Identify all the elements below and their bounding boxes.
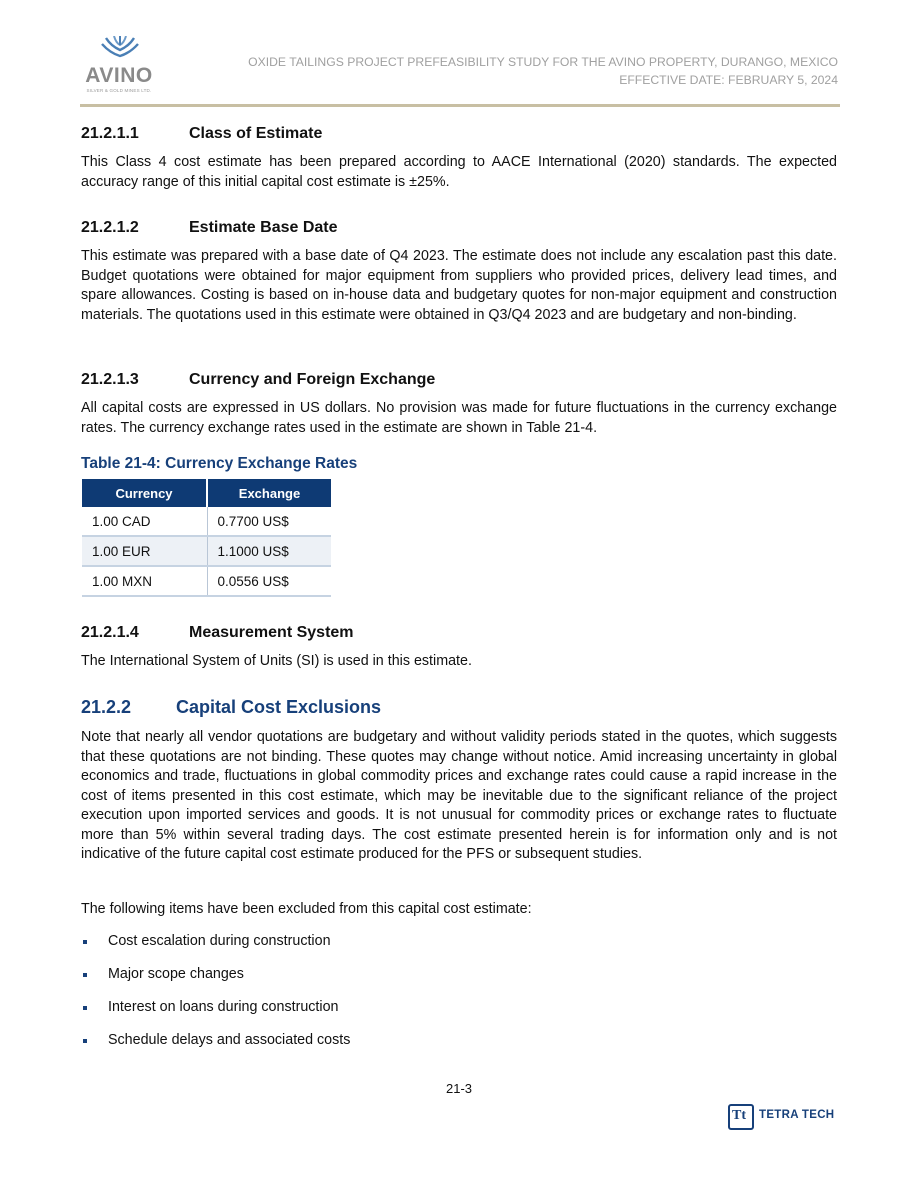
section-heading-capital-cost-exclusions — [81, 697, 381, 718]
bullet-icon — [83, 1006, 87, 1010]
section-title: Capital Cost Exclusions — [176, 697, 382, 717]
header-effective-date: EFFECTIVE DATE: FEBRUARY 5, 2024 — [619, 73, 838, 87]
column-header-exchange: Exchange — [207, 479, 331, 507]
tetra-tech-mark-icon — [728, 1104, 754, 1130]
section-title: Class of Estimate — [189, 125, 323, 142]
table-row — [82, 566, 331, 596]
section-title: Currency and Foreign Exchange — [189, 371, 436, 388]
paragraph-measurement-system: The International System of Units (SI) is used in this estimate. — [81, 653, 472, 669]
cell-currency: 1.00 MXN — [82, 566, 207, 596]
table-row — [82, 507, 331, 536]
bullet-icon — [83, 1039, 87, 1043]
avino-emblem-icon — [100, 36, 140, 66]
list-item-text: Schedule delays and associated costs — [108, 1032, 351, 1048]
list-item-text: Major scope changes — [108, 966, 244, 982]
logo-wordmark: TETRA TECH — [759, 1109, 835, 1121]
paragraph-estimate-base-date: This estimate was prepared with a base date of Q4 2023. The estimate does not include any escalation past this date. Budget quotations were obtained for major equipment from suppliers who provided prices, delivery lead times, and spare allowances. Costing is based on in-house data and budgetary quotes for non-major equipment and construction materials. The quotations used in this estimate were obtained in Q3/Q4 2023 and are budgetary and non-binding. — [81, 248, 837, 323]
bullet-icon — [83, 973, 87, 977]
currency-exchange-table — [82, 479, 331, 597]
paragraph-currency: All capital costs are expressed in US dollars. No provision was made for future fluctuations in the currency exchange rates. The currency exchange rates used in the estimate are shown in Table 21-4. — [81, 400, 837, 436]
header-rule — [80, 104, 840, 107]
header-title: OXIDE TAILINGS PROJECT PREFEASIBILITY STUDY FOR THE AVINO PROPERTY, DURANGO, MEXICO — [248, 55, 838, 69]
section-heading-estimate-base-date — [81, 219, 338, 237]
list-item-text: Cost escalation during construction — [108, 933, 331, 949]
cell-exchange: 1.1000 US$ — [207, 536, 331, 566]
column-header-currency: Currency — [82, 479, 207, 507]
logo-mark-text: Tt — [732, 1108, 746, 1123]
bullet-icon — [83, 940, 87, 944]
section-number: 21.2.1.3 — [81, 371, 139, 388]
cell-exchange: 0.7700 US$ — [207, 507, 331, 536]
page-number: 21-3 — [445, 1081, 473, 1096]
section-number: 21.2.2 — [81, 697, 132, 717]
cell-currency: 1.00 EUR — [82, 536, 207, 566]
table-row — [82, 536, 331, 566]
section-title: Estimate Base Date — [189, 219, 338, 236]
paragraph-capital-cost-exclusions: Note that nearly all vendor quotations are budgetary and without validity periods stated in the quotes, which suggests that these quotations are not binding. These quotes may change without notice. Amid increasing uncertainty in global economics and trade, fluctuations in global commodity prices and exchange rates could cause a rapid increase in the cost of items presented in this cost estimate, which may be inevitable due to the significant reliance of the project execution upon imported services and goods. It is not unusual for commodity prices or exchange rates to fluctuate more than 5% within several trading days. The cost estimate presented herein is for information only and is not indicative of the future capital cost estimate produced for the PFS or subsequent studies. — [81, 729, 837, 862]
section-number: 21.2.1.1 — [81, 125, 139, 142]
section-heading-measurement-system — [81, 624, 354, 642]
section-heading-class-of-estimate — [81, 125, 322, 143]
paragraph-class-of-estimate: This Class 4 cost estimate has been prepared according to AACE International (2020) standards. The expected accuracy range of this initial capital cost estimate is ±25%. — [81, 154, 837, 190]
logo-subtext: SILVER & GOLD MINES LTD. — [86, 88, 152, 93]
list-item-text: Interest on loans during construction — [108, 999, 339, 1015]
section-number: 21.2.1.4 — [81, 624, 139, 641]
table-caption: Table 21-4: Currency Exchange Rates — [81, 455, 358, 472]
section-number: 21.2.1.2 — [81, 219, 139, 236]
paragraph-exclusions-intro: The following items have been excluded from this capital cost estimate: — [81, 901, 532, 917]
document-header — [248, 53, 838, 89]
logo-wordmark: AVINO — [85, 64, 153, 87]
cell-currency: 1.00 CAD — [82, 507, 207, 536]
table-header-row — [82, 479, 331, 507]
section-heading-currency — [81, 371, 435, 389]
cell-exchange: 0.0556 US$ — [207, 566, 331, 596]
section-title: Measurement System — [189, 624, 354, 641]
avino-logo — [84, 36, 164, 98]
